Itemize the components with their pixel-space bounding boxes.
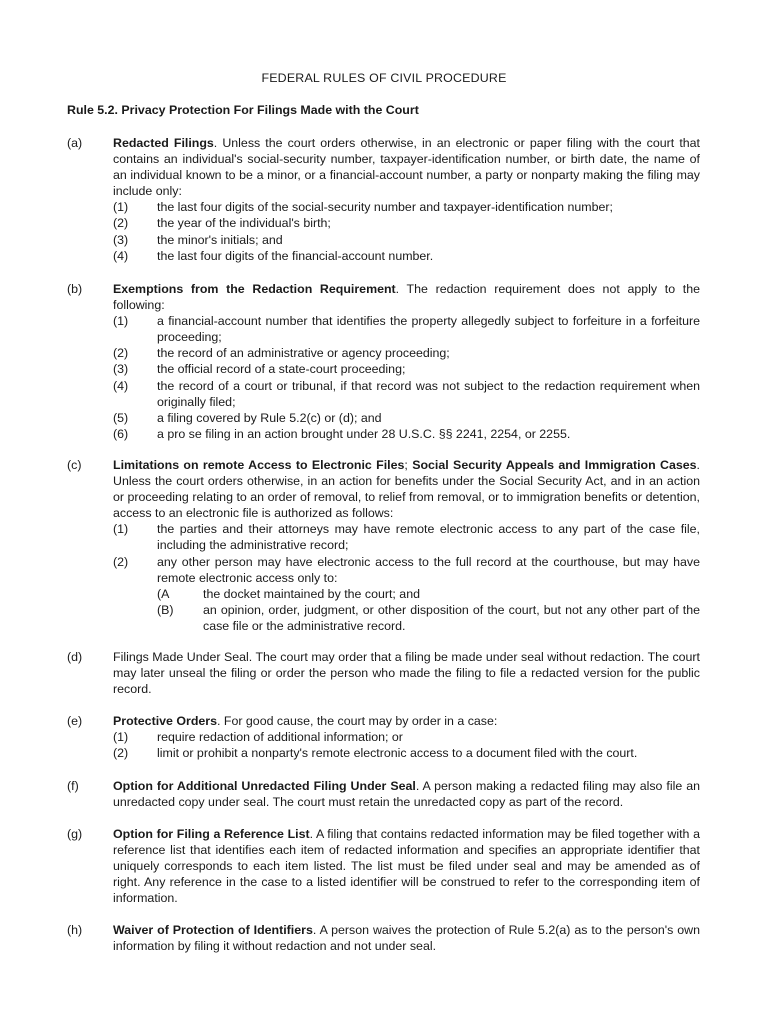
sub-list-item [157, 602, 700, 634]
section-paragraph [113, 922, 700, 954]
item-text: a pro se filing in an action brought under 28 U.S.C. §§ 2241, 2254, or 2255. [157, 426, 571, 441]
section-body [113, 457, 700, 634]
section-paragraph [113, 778, 700, 810]
section-letter: (g) [67, 827, 83, 841]
section-text: . A filing that contains redacted information may be filed together with a reference list that identifies each item of redacted information and specifies an appropriate identifier that uniquely corresponds to each item listed. The list must be filed under seal and may be amended as of right. Any reference in the case to a listed identifier will be construed to refer to the corresponding item of information. [113, 827, 700, 906]
item-number: (2) [113, 346, 129, 361]
list-item [113, 313, 700, 345]
item-number: (1) [113, 730, 129, 745]
subitem-text: an opinion, order, judgment, or other disposition of the court, but not any other part of the case file or the administrative record. [203, 602, 700, 633]
section-paragraph [113, 457, 700, 521]
subitem-number: (B) [157, 602, 174, 617]
section-d [67, 649, 700, 697]
section-text: . Unless the court orders otherwise, in an electronic or paper filing with the court that contains an individual's social-security number, taxpayer-identification number, or birth date, the name of an individual known to be a minor, or a financial-account number, a party or nonparty making the filing may include only: [113, 136, 700, 199]
item-text: the parties and their attorneys may have remote electronic access to any part of the case file, including the administrative record; [157, 522, 700, 553]
list-item [113, 378, 700, 410]
section-heading: Option for Additional Unredacted Filing Under Seal [113, 779, 416, 793]
section-text: . For good cause, the court may by order in a case: [217, 714, 498, 728]
section-body [113, 649, 700, 697]
section-text: . A person making a redacted filing may also file an unredacted copy under seal. The court must retain the unredacted copy as part of the record. [113, 779, 700, 810]
section-b [67, 281, 700, 442]
list-item [113, 199, 700, 215]
section-text: . The redaction requirement does not apply to the following: [113, 282, 700, 313]
list-item [113, 521, 700, 553]
section-body [113, 713, 700, 761]
item-number: (1) [113, 314, 129, 329]
item-text: the record of a court or tribunal, if that record was not subject to the redaction requirement when originally filed; [157, 378, 700, 409]
list-item [113, 248, 700, 264]
section-heading-secondary: Social Security Appeals and Immigration Cases [412, 458, 697, 472]
rule-heading: Rule 5.2. Privacy Protection For Filings Made with the Court [67, 103, 419, 117]
item-text: require redaction of additional information; or [157, 730, 403, 745]
section-f [67, 778, 700, 810]
section-paragraph [113, 649, 700, 697]
item-text: a filing covered by Rule 5.2(c) or (d); and [157, 410, 382, 425]
section-letter: (f) [67, 779, 79, 793]
section-heading: Limitations on remote Access to Electronic Files [113, 458, 405, 472]
document-title: FEDERAL RULES OF CIVIL PROCEDURE [261, 71, 507, 85]
section-letter: (a) [67, 136, 83, 150]
section-e [67, 713, 700, 761]
section-heading: Protective Orders [113, 714, 217, 728]
section-text: . A person waives the protection of Rule 5.2(a) as to the person's own information by filing it without redaction and not under seal. [113, 923, 700, 954]
section-letter: (h) [67, 923, 83, 937]
item-text: the record of an administrative or agency proceeding; [157, 346, 450, 361]
list-item [113, 345, 700, 361]
section-g [67, 826, 700, 906]
section-text: . Unless the court orders otherwise, in an action for benefits under the Social Security Act, and in an action or proceeding relating to an order of removal, to relief from removal, or to immigration benefits or detention, access to an electronic file is authorized as follows: [113, 458, 700, 521]
item-text: any other person may have electronic access to the full record at the courthouse, but may have remote electronic access only to: [157, 554, 700, 585]
item-text: the minor's initials; and [157, 232, 283, 247]
item-list [113, 313, 700, 442]
section-letter: (d) [67, 650, 83, 664]
section-c [67, 457, 700, 634]
list-item [113, 361, 700, 377]
section-paragraph [113, 713, 700, 729]
section-letter: (b) [67, 282, 83, 296]
item-number: (4) [113, 378, 129, 393]
list-item [113, 232, 700, 248]
list-item [113, 410, 700, 426]
item-text: a financial-account number that identifies the property allegedly subject to forfeiture in a forfeiture proceeding; [157, 314, 700, 345]
item-number: (3) [113, 232, 129, 247]
section-heading: Redacted Filings [113, 136, 214, 150]
section-letter: (e) [67, 714, 83, 728]
item-list [113, 199, 700, 263]
section-body [113, 281, 700, 442]
section-body [113, 922, 700, 954]
item-list [113, 729, 700, 761]
item-text: the last four digits of the financial-account number. [157, 248, 434, 263]
item-number: (2) [113, 746, 129, 761]
heading-separator: ; [404, 458, 413, 472]
list-item [113, 729, 700, 745]
section-body [113, 135, 700, 264]
item-number: (6) [113, 426, 129, 441]
item-list [113, 521, 700, 634]
section-paragraph [113, 135, 700, 199]
section-a [67, 135, 700, 264]
subitem-list [157, 586, 700, 634]
section-heading: Exemptions from the Redaction Requirement [113, 282, 396, 296]
section-h [67, 922, 700, 954]
section-heading: Option for Filing a Reference List [113, 827, 310, 841]
section-letter: (c) [67, 458, 82, 472]
item-number: (2) [113, 554, 129, 569]
section-body [113, 826, 700, 906]
section-paragraph [113, 281, 700, 313]
list-item [113, 745, 700, 761]
list-item [113, 215, 700, 231]
item-number: (5) [113, 410, 129, 425]
item-text: the year of the individual's birth; [157, 216, 331, 231]
list-item [113, 554, 700, 634]
section-paragraph [113, 826, 700, 906]
item-text: limit or prohibit a nonparty's remote electronic access to a document filed with the court. [157, 746, 638, 761]
section-body [113, 778, 700, 810]
item-text: the official record of a state-court proceeding; [157, 362, 406, 377]
list-item [113, 426, 700, 442]
sub-list-item [157, 586, 700, 602]
subitem-number: (A [157, 586, 170, 601]
item-number: (3) [113, 362, 129, 377]
section-text: Filings Made Under Seal. The court may order that a filing be made under seal without redaction. The court may later unseal the filing or order the person who made the filing to file a redacted version for the public record. [113, 650, 700, 697]
item-number: (4) [113, 248, 129, 263]
item-text: the last four digits of the social-security number and taxpayer-identification number; [157, 200, 613, 215]
subitem-text: the docket maintained by the court; and [203, 586, 420, 601]
section-heading: Waiver of Protection of Identifiers [113, 923, 313, 937]
item-number: (1) [113, 200, 129, 215]
item-number: (2) [113, 216, 129, 231]
item-number: (1) [113, 522, 129, 537]
